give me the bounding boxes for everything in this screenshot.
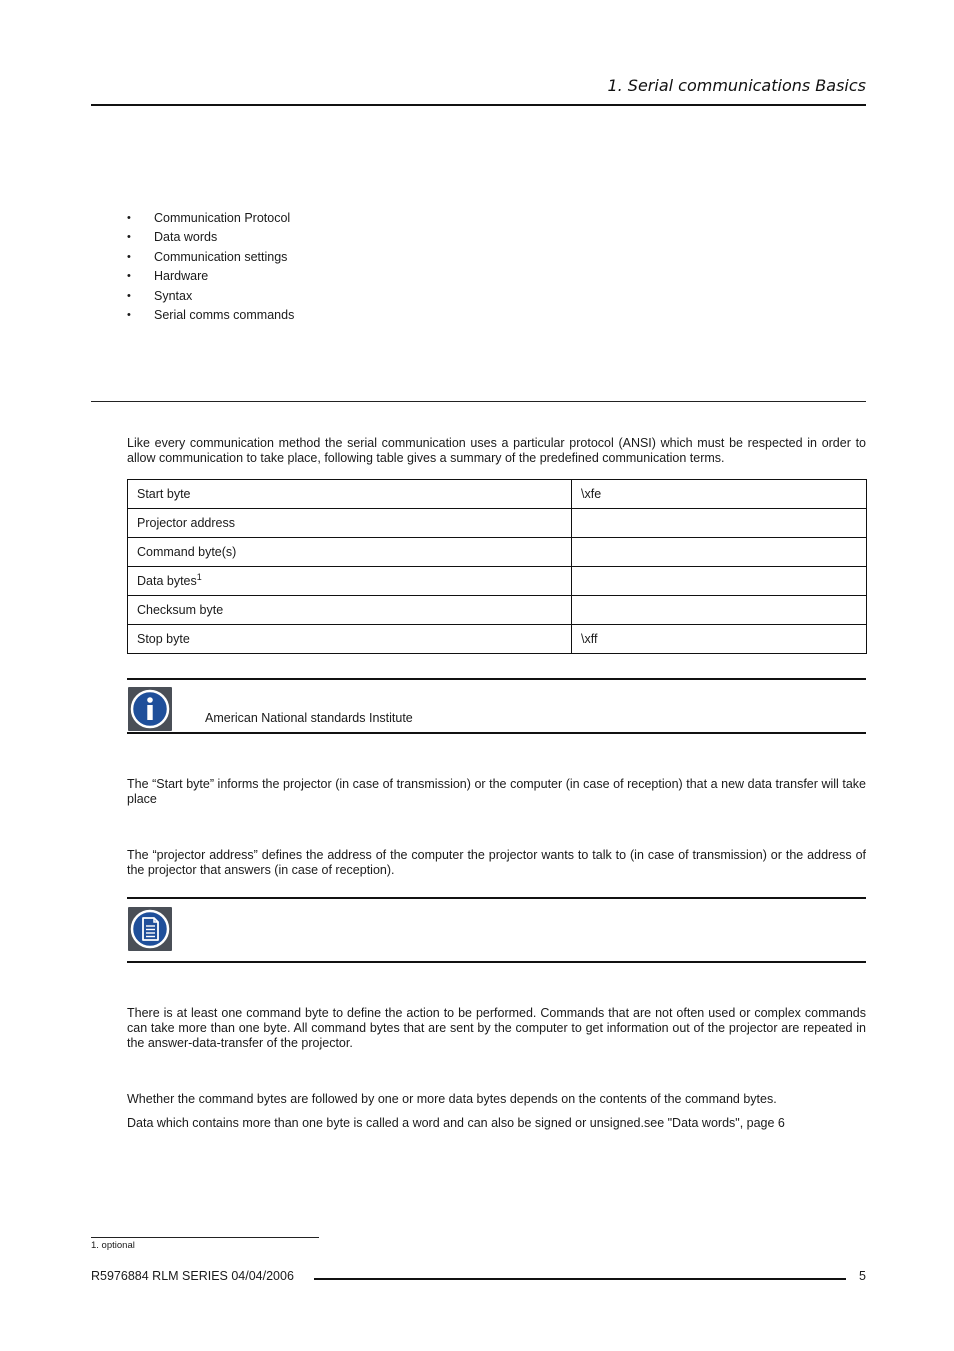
table-cell-value: \xff — [572, 625, 867, 654]
table-cell-value — [572, 538, 867, 567]
table-row — [128, 480, 867, 509]
intro-paragraph: Like every communication method the serial communication uses a particular protocol (ANSI) which must be respected in order to allow communication to take place, following table gives a summary of the predefined communication terms. — [127, 436, 866, 465]
data-paragraph-2[interactable]: Data which contains more than one byte is called a word and can also be signed or unsigned.see "Data words", page 6 — [127, 1116, 785, 1130]
data-paragraph-1: Whether the command bytes are followed by one or more data bytes depends on the contents of the command bytes. — [127, 1092, 777, 1106]
table-cell-value — [572, 596, 867, 625]
doc-note-rule-top — [127, 897, 866, 899]
info-note-text: American National standards Institute — [205, 711, 413, 725]
command-paragraph: There is at least one command byte to define the action to be performed. Commands that are not often used or complex commands can take more than one byte. All command bytes that are sent by the computer to get information out of the projector are repeated in the answer-data-transfer of the projector. — [127, 1006, 866, 1050]
table-cell-term: Checksum byte — [128, 596, 572, 625]
address-paragraph: The “projector address” defines the address of the computer the projector wants to talk to (in case of transmission) or the address of the projector that answers (in case of reception). — [127, 848, 866, 877]
toc-item[interactable]: • Serial comms commands — [127, 307, 294, 326]
chapter-contents-list — [127, 210, 294, 326]
footer-doc-ref: R5976884 RLM SERIES 04/04/2006 — [91, 1269, 294, 1283]
section-rule — [91, 401, 866, 402]
toc-item[interactable]: • Data words — [127, 229, 294, 248]
table-cell-term: Stop byte — [128, 625, 572, 654]
table-cell-term — [128, 567, 572, 596]
term-text: Data bytes — [137, 574, 197, 588]
table-cell-term: Projector address — [128, 509, 572, 538]
table-row — [128, 567, 867, 596]
header-rule — [91, 104, 866, 106]
table-cell-term: Command byte(s) — [128, 538, 572, 567]
table-cell-value: \xfe — [572, 480, 867, 509]
footnote: 1. optional — [91, 1240, 135, 1251]
table-row — [128, 538, 867, 567]
toc-item[interactable]: • Communication settings — [127, 249, 294, 268]
start-byte-paragraph: The “Start byte” informs the projector (in case of transmission) or the computer (in case of reception) that a new data transfer will take place — [127, 777, 866, 806]
info-icon — [128, 687, 172, 731]
footnote-rule — [91, 1237, 319, 1238]
page-number: 5 — [859, 1269, 866, 1283]
footer-rule — [314, 1278, 846, 1280]
table-row — [128, 625, 867, 654]
doc-note-rule-bottom — [127, 961, 866, 963]
toc-item[interactable]: • Syntax — [127, 288, 294, 307]
toc-item[interactable]: • Communication Protocol — [127, 210, 294, 229]
note-rule-top — [127, 678, 866, 680]
document-icon — [128, 907, 172, 951]
table-cell-value — [572, 567, 867, 596]
footnote-ref[interactable]: 1 — [196, 572, 202, 582]
chapter-title: 1. Serial communications Basics — [607, 76, 866, 95]
table-row — [128, 509, 867, 538]
table-row — [128, 596, 867, 625]
table-cell-value — [572, 509, 867, 538]
toc-item[interactable]: • Hardware — [127, 268, 294, 287]
table-cell-term: Start byte — [128, 480, 572, 509]
note-rule-bottom — [127, 732, 866, 734]
protocol-table — [127, 479, 867, 654]
